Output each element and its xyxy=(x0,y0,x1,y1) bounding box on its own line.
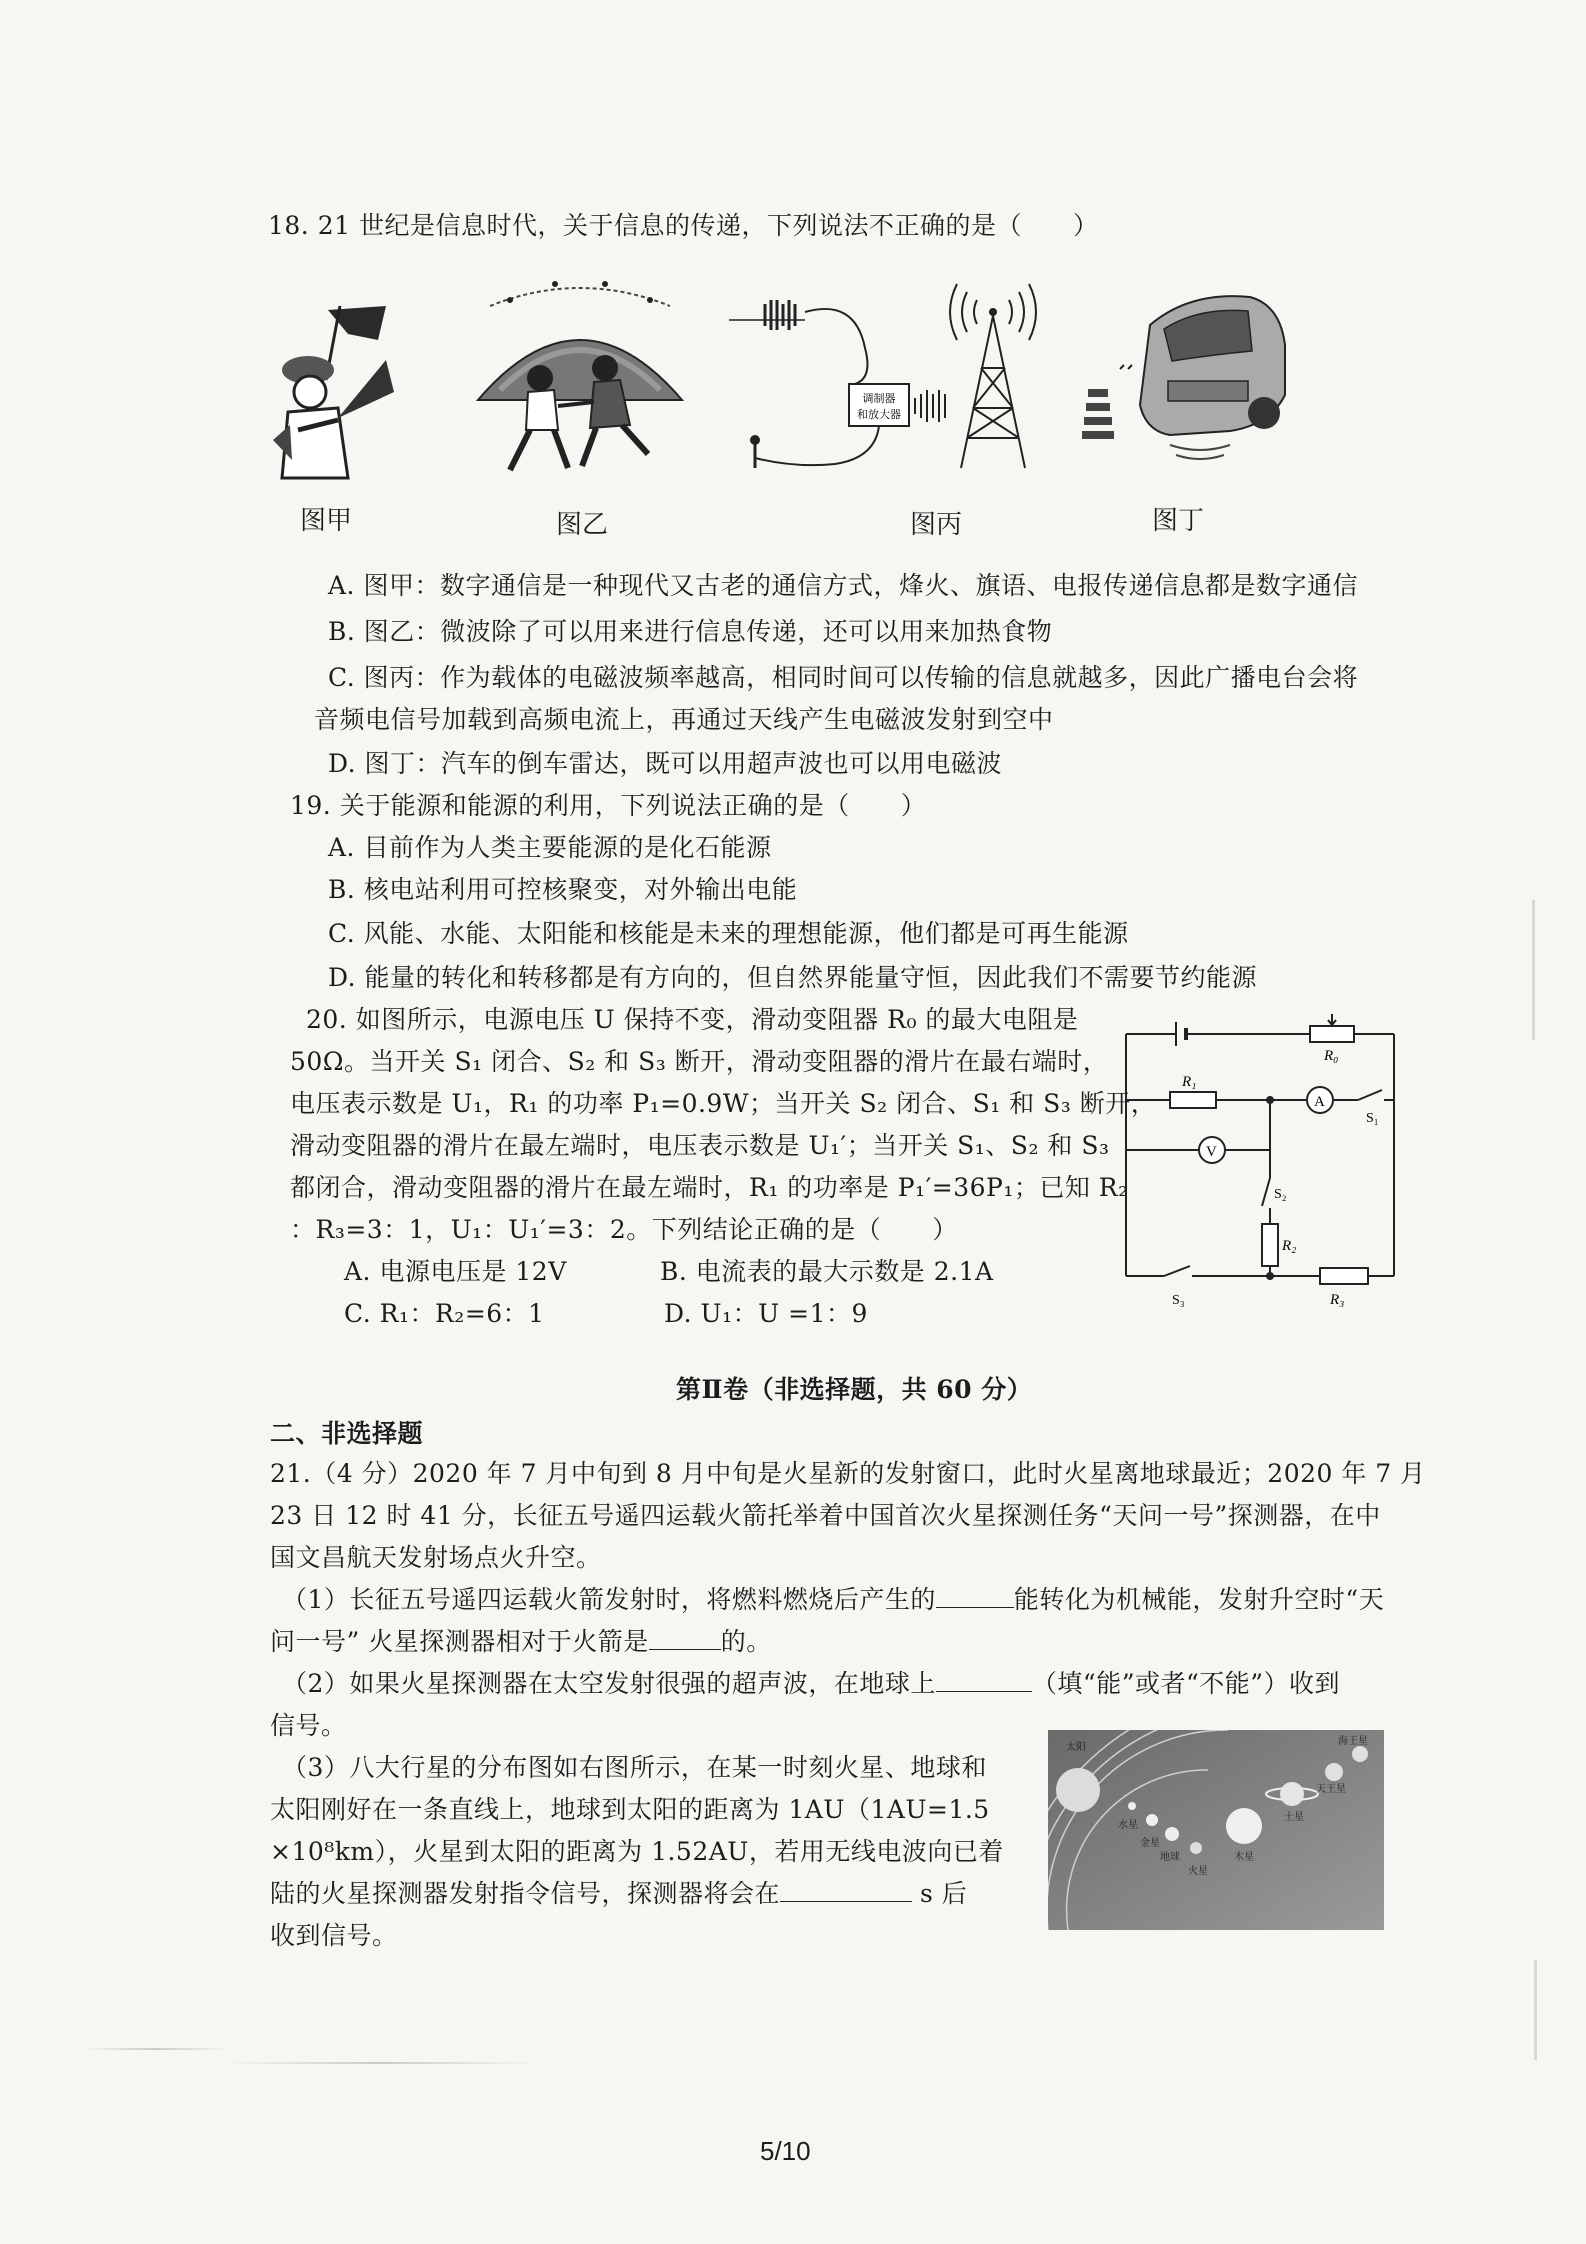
q19-option-a: A. 目前作为人类主要能源的是化石能源 xyxy=(328,833,772,862)
q18-option-a: A. 图甲：数字通信是一种现代又古老的通信方式，烽火、旗语、电报传递信息都是数字通信 xyxy=(328,571,1358,600)
q20-option-a: A. 电源电压是 12V xyxy=(344,1257,567,1286)
jupiter-icon xyxy=(1226,1808,1262,1844)
figure-microwave-globe xyxy=(470,270,690,485)
planet-label-uranus: 天王星 xyxy=(1316,1784,1346,1795)
caption-yi: 图乙 xyxy=(556,510,609,540)
microphone-icon xyxy=(750,435,760,445)
q21-p3-last-b: s 后 xyxy=(920,1879,968,1908)
q19-option-d: D. 能量的转化和转移都是有方向的，但自然界能量守恒，因此我们不需要节约能源 xyxy=(328,963,1258,992)
page-number: 5/10 xyxy=(760,2136,811,2166)
q18-option-d: D. 图丁：汽车的倒车雷达，既可以用超声波也可以用电磁波 xyxy=(328,749,1003,778)
mars-icon xyxy=(1190,1842,1202,1854)
planet-label-saturn: 土星 xyxy=(1284,1812,1304,1823)
planet-label-sun: 太阳 xyxy=(1066,1742,1086,1753)
q21-part1-line1 xyxy=(282,1580,1384,1620)
planet-label-earth: 地球 xyxy=(1160,1852,1180,1863)
modulator-label-2: 和放大器 xyxy=(857,409,901,421)
q20-line-2: 50Ω。当开关 S₁ 闭合、S₂ 和 S₃ 断开，滑动变阻器的滑片在最右端时， xyxy=(290,1047,1109,1076)
q20-option-b: B. 电流表的最大示数是 2.1A xyxy=(660,1257,994,1286)
label-s1: S₁ xyxy=(1366,1111,1379,1126)
caption-bing: 图丙 xyxy=(910,510,963,540)
part2-title: 第Ⅱ卷（非选择题，共 60 分） xyxy=(676,1375,1033,1404)
modulator-label-1: 调制器 xyxy=(862,393,896,405)
q21-part2-line1 xyxy=(282,1664,1340,1704)
planet-label-jupiter: 木星 xyxy=(1234,1852,1254,1863)
resistor-r1 xyxy=(1170,1092,1216,1108)
q20-line-4: 滑动变阻器的滑片在最左端时，电压表示数是 U₁′；当开关 S₁、S₂ 和 S₃ xyxy=(290,1131,1110,1160)
q21-part3-line3: ×10⁸km），火星到太阳的距离为 1.52AU，若用无线电波向已着 xyxy=(270,1837,1004,1866)
q21-p2-a: （2）如果火星探测器在太空发射很强的超声波，在地球上 xyxy=(282,1669,936,1698)
q20-line-1: 20. 如图所示，电源电压 U 保持不变，滑动变阻器 R₀ 的最大电阻是 xyxy=(306,1005,1079,1034)
q19-option-c: C. 风能、水能、太阳能和核能是未来的理想能源，他们都是可再生能源 xyxy=(328,919,1129,948)
switch-s3 xyxy=(1164,1266,1190,1276)
q18-stem: 18. 21 世纪是信息时代，关于信息的传递，下列说法不正确的是（ ） xyxy=(268,211,1099,240)
planet-label-mercury: 水星 xyxy=(1118,1820,1138,1831)
label-s2: S₂ xyxy=(1274,1187,1287,1202)
q20-line-6: ：R₃=3：1，U₁：U₁′=3：2。下列结论正确的是（ ） xyxy=(290,1215,958,1244)
q21-intro-2: 23 日 12 时 41 分，长征五号遥四运载火箭托举着中国首次火星探测任务“天问一号”探测器，在中 xyxy=(270,1501,1381,1530)
figure-reverse-radar-car xyxy=(1080,285,1290,465)
q21-p1-b: 能转化为机械能，发射升空时“天 xyxy=(1013,1585,1385,1614)
label-voltmeter: V xyxy=(1206,1144,1217,1160)
q21-p2-b: （填“能”或者“不能”）收到 xyxy=(1031,1669,1341,1698)
planet-label-venus: 金星 xyxy=(1140,1838,1160,1849)
switch-s1 xyxy=(1358,1090,1382,1100)
sun-icon xyxy=(1056,1768,1100,1812)
q21-blank-2[interactable] xyxy=(649,1623,721,1650)
q20-circuit-diagram xyxy=(1110,1010,1410,1310)
label-s3: S₃ xyxy=(1172,1293,1185,1308)
q19-option-b: B. 核电站利用可控核聚变，对外输出电能 xyxy=(328,875,798,904)
q21-part3-line1: （3）八大行星的分布图如右图所示，在某一时刻火星、地球和 xyxy=(282,1753,987,1782)
label-r3: R₃ xyxy=(1330,1292,1345,1308)
q21-part3-line2: 太阳刚好在一条直线上，地球到太阳的距离为 1AU（1AU=1.5 xyxy=(270,1795,990,1824)
planet-label-mars: 火星 xyxy=(1188,1866,1208,1877)
q21-intro-1: 21.（4 分）2020 年 7 月中旬到 8 月中旬是火星新的发射窗口，此时火星离地球最近；2020 年 7 月 xyxy=(270,1459,1426,1488)
q21-p1-a: （1）长征五号遥四运载火箭发射时，将燃料燃烧后产生的 xyxy=(282,1585,936,1614)
q21-blank-3[interactable] xyxy=(936,1665,1032,1692)
saturn-icon xyxy=(1280,1782,1304,1806)
switch-s2 xyxy=(1262,1178,1270,1206)
caption-ding: 图丁 xyxy=(1152,506,1205,536)
q20-line-3: 电压表示数是 U₁，R₁ 的功率 P₁=0.9W；当开关 S₂ 闭合、S₁ 和 S₃ 断开， xyxy=(290,1089,1157,1118)
earth-icon xyxy=(1165,1827,1179,1841)
resistor-r2 xyxy=(1262,1224,1278,1266)
figure-flag-officer xyxy=(268,300,408,480)
caption-jia: 图甲 xyxy=(300,506,353,536)
q19-stem: 19. 关于能源和能源的利用，下列说法正确的是（ ） xyxy=(290,791,927,820)
q18-option-b: B. 图乙：微波除了可以用来进行信息传递，还可以用来加热食物 xyxy=(328,617,1053,646)
figure-radio-tower xyxy=(725,268,1065,488)
section-heading: 二、非选择题 xyxy=(270,1419,424,1448)
resistor-r3 xyxy=(1320,1268,1368,1284)
rheostat-r0 xyxy=(1310,1026,1354,1042)
q21-part3-line4 xyxy=(270,1874,967,1914)
q20-option-c: C. R₁：R₂=6：1 xyxy=(344,1299,545,1328)
q18-option-c-cont: 音频电信号加载到高频电流上，再通过天线产生电磁波发射到空中 xyxy=(314,705,1054,734)
scan-edge-mark xyxy=(1534,1960,1537,2060)
q20-option-d: D. U₁：U =1：9 xyxy=(664,1299,868,1328)
q21-intro-3: 国文昌航天发射场点火升空。 xyxy=(270,1543,602,1572)
planet-label-neptune: 海王星 xyxy=(1338,1736,1368,1747)
q21-p1-d: 的。 xyxy=(720,1627,772,1656)
label-r0: R₀ xyxy=(1324,1048,1339,1064)
label-r2: R₂ xyxy=(1282,1238,1297,1254)
scan-smudge xyxy=(80,2048,230,2050)
q21-p3-last-a: 陆的火星探测器发射指令信号，探测器将会在 xyxy=(270,1879,781,1908)
q20-line-5: 都闭合，滑动变阻器的滑片在最左端时，R₁ 的功率是 P₁′=36P₁；已知 R₂ xyxy=(290,1173,1129,1202)
antenna-tower-icon xyxy=(961,316,1025,468)
q21-p3-end: 收到信号。 xyxy=(270,1921,398,1950)
planet-distribution-image xyxy=(1048,1730,1384,1930)
q21-blank-1[interactable] xyxy=(936,1581,1014,1608)
q21-part1-line2 xyxy=(270,1622,772,1662)
scan-smudge xyxy=(220,2062,540,2064)
label-r1: R₁ xyxy=(1182,1074,1197,1090)
q18-option-c: C. 图丙：作为载体的电磁波频率越高，相同时间可以传输的信息就越多，因此广播电台会将 xyxy=(328,663,1359,692)
q21-p1-c: 问一号” 火星探测器相对于火箭是 xyxy=(270,1627,649,1656)
q21-p2-c: 信号。 xyxy=(270,1711,347,1740)
scan-edge-mark xyxy=(1532,900,1535,1040)
label-ammeter: A xyxy=(1314,1094,1325,1110)
q21-blank-4[interactable] xyxy=(780,1875,912,1902)
